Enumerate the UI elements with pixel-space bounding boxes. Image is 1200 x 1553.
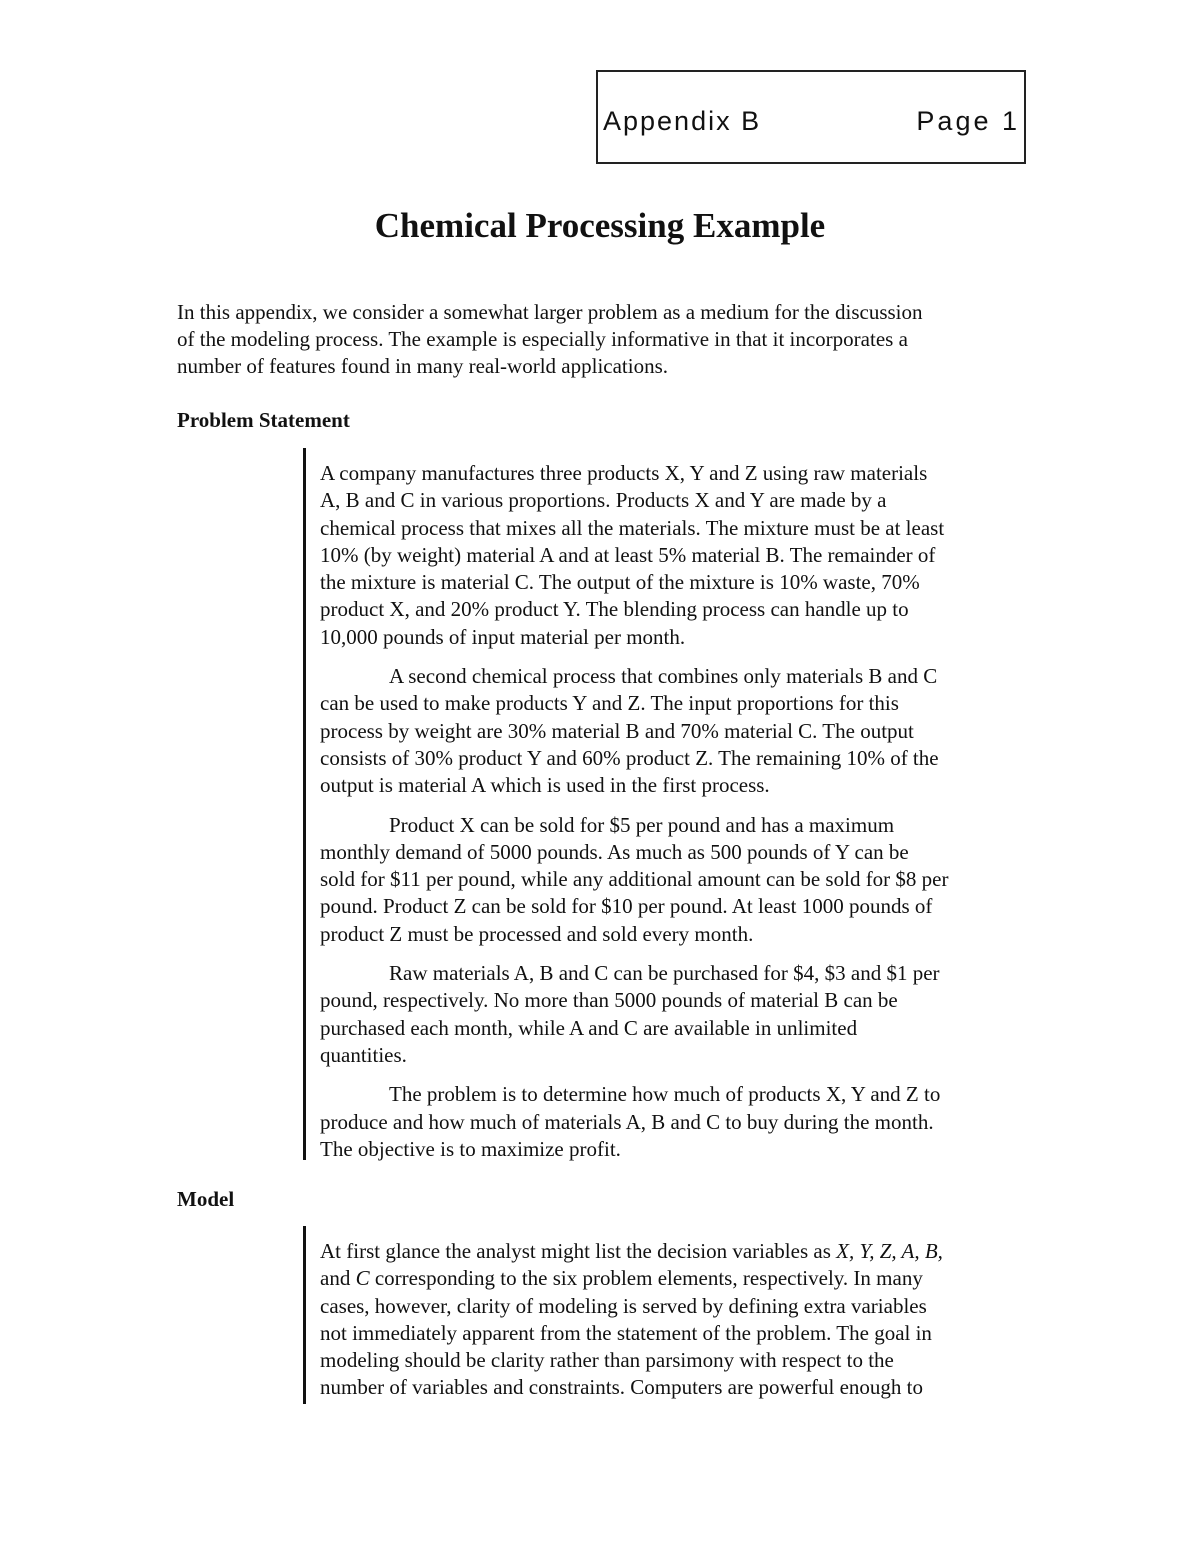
problem-statement-heading: Problem Statement: [177, 408, 350, 432]
paragraph-line: process by weight are 30% material B and 70% material C. The output: [320, 718, 914, 743]
model-paragraph: [320, 1226, 1040, 1402]
page-number: Page 1: [916, 106, 1020, 136]
paragraph-line: number of variables and constraints. Computers are powerful enough to: [320, 1375, 924, 1400]
line-text: and: [320, 1266, 356, 1291]
paragraph-line: cases, however, clarity of modeling is served by defining extra variables: [320, 1293, 927, 1318]
paragraph-line: chemical process that mixes all the materials. The mixture must be at least: [320, 515, 945, 540]
paragraph-line: product Z must be processed and sold every month.: [320, 921, 754, 946]
paragraph-line: not immediately apparent from the statement of the problem. The goal in: [320, 1320, 932, 1345]
paragraph-line: Raw materials A, B and C can be purchased for $4, $3 and $1 per: [389, 961, 940, 986]
paragraph-line: consists of 30% product Y and 60% product Z. The remaining 10% of the: [320, 745, 939, 770]
paragraph-line: produce and how much of materials A, B and C to buy during the month.: [320, 1109, 934, 1134]
line-text: corresponding to the six problem elements, respectively. In many: [369, 1266, 923, 1291]
paragraph-line: product X, and 20% product Y. The blending process can handle up to: [320, 597, 909, 622]
paragraph-line: quantities.: [320, 1042, 407, 1067]
paragraph-line: 10,000 pounds of input material per month.: [320, 624, 686, 649]
intro-line: of the modeling process. The example is especially informative in that it incorporates a: [177, 327, 908, 351]
paragraph-line: modeling should be clarity rather than parsimony with respect to the: [320, 1348, 894, 1373]
paragraph-line: pound. Product Z can be sold for $10 per pound. At least 1000 pounds of: [320, 894, 933, 919]
paragraph-line: can be used to make products Y and Z. The input proportions for this: [320, 691, 899, 716]
paragraph-line: A second chemical process that combines only materials B and C: [389, 664, 938, 689]
paragraph-line: [320, 1265, 1040, 1292]
paragraph-line: A company manufactures three products X, Y and Z using raw materials: [320, 461, 928, 485]
paragraph-line: Product X can be sold for $5 per pound and has a maximum: [389, 812, 895, 837]
paragraph-line: 10% (by weight) material A and at least 5% material B. The remainder of: [320, 542, 936, 567]
line-text: At first glance the analyst might list the decision variables as: [320, 1239, 837, 1263]
paragraph-line: monthly demand of 5000 pounds. As much as 500 pounds of Y can be: [320, 839, 909, 864]
problem-paragraph: [320, 663, 1040, 799]
problem-paragraph: [320, 812, 1040, 948]
problem-paragraph: [320, 960, 1040, 1069]
paragraph-line: the mixture is material C. The output of the mixture is 10% waste, 70%: [320, 570, 920, 595]
problem-paragraph: [320, 1081, 1040, 1163]
variable-list: X, Y, Z, A, B,: [836, 1239, 943, 1263]
paragraph-line: sold for $11 per pound, while any additional amount can be sold for $8 per: [320, 867, 949, 892]
paragraph-line: [320, 1238, 1040, 1265]
intro-paragraph: [177, 299, 1037, 380]
problem-paragraph: [320, 448, 1040, 651]
model-block: [303, 1226, 1040, 1404]
paragraph-line: pound, respectively. No more than 5000 pounds of material B can be: [320, 988, 898, 1013]
paragraph-line: purchased each month, while A and C are available in unlimited: [320, 1015, 858, 1040]
variable-c: C: [355, 1266, 370, 1291]
paragraph-line: output is material A which is used in the first process.: [320, 773, 770, 798]
paragraph-line: A, B and C in various proportions. Products X and Y are made by a: [320, 488, 887, 513]
page-title: Chemical Processing Example: [374, 206, 826, 245]
paragraph-line: The objective is to maximize profit.: [320, 1136, 621, 1161]
appendix-label: Appendix B: [603, 106, 762, 136]
model-heading: Model: [177, 1187, 235, 1211]
intro-line: number of features found in many real-world applications.: [177, 354, 669, 378]
problem-statement-block: [303, 448, 1040, 1160]
paragraph-line: The problem is to determine how much of products X, Y and Z to: [389, 1082, 941, 1107]
intro-line: In this appendix, we consider a somewhat larger problem as a medium for the discussion: [177, 300, 923, 324]
page-header-box: [596, 70, 1026, 164]
